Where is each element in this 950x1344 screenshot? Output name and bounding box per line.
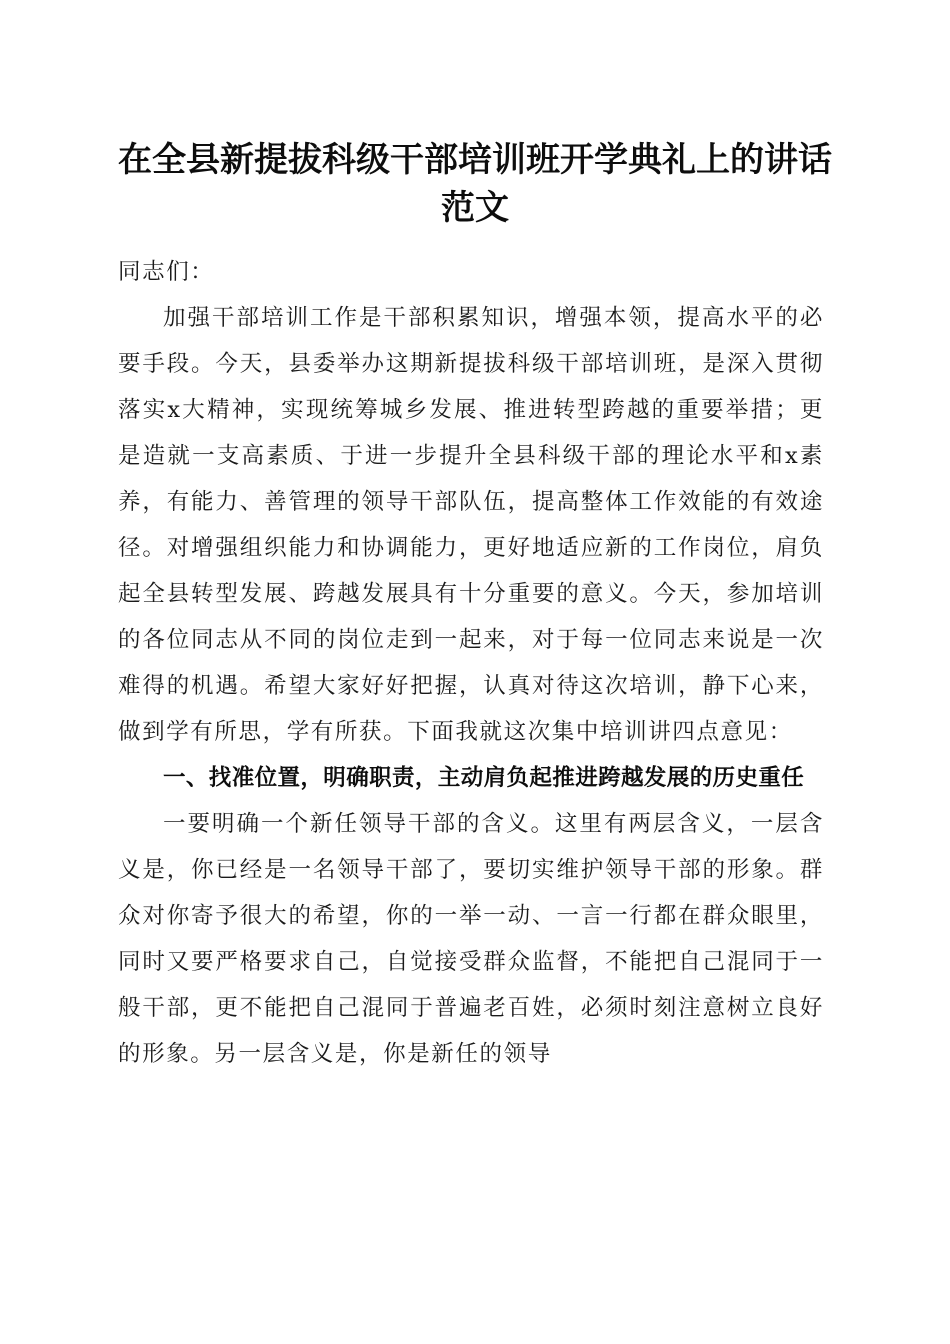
section-1-paragraph: 一要明确一个新任领导干部的含义。这里有两层含义，一层含义是，你已经是一名领导干部了，要切实维护领导干部的形象。群众对你寄予很大的希望，你的一举一动、一言一行都在群众眼里，同时又要严格要求自己，自觉接受群众监督，不能把自己混同于一般干部，更不能把自己混同于普遍老百姓，必须时刻注意树立良好的形象。另一层含义是，你是新任的领导 bbox=[118, 811, 824, 1067]
intro-paragraph: 加强干部培训工作是干部积累知识，增强本领，提高水平的必要手段。今天，县委举办这期新提拔科级干部培训班，是深入贯彻落实x大精神，实现统筹城乡发展、推进转型跨越的重要举措；更是造就一支高素质、于进一步提升全县科级干部的理论水平和x素养，有能力、善管理的领导干部队伍，提高整体工作效能的有效途径。对增强组织能力和协调能力，更好地适应新的工作岗位，肩负起全县转型发展、跨越发展具有十分重要的意义。今天，参加培训的各位同志从不同的岗位走到一起来，对于每一位同志来说是一次难得的机遇。希望大家好好把握，认真对待这次培训，静下心来，做到学有所思，学有所获。下面我就这次集中培训讲四点意见： bbox=[118, 305, 824, 745]
section-heading-1: 一、找准位置，明确职责，主动肩负起推进跨越发展的历史重任 bbox=[163, 765, 805, 791]
greeting-line: 同志们： bbox=[118, 259, 215, 285]
document-title: 在全县新提拔科级干部培训班开学典礼上的讲话范文 bbox=[118, 140, 832, 228]
document-body bbox=[118, 249, 824, 1077]
